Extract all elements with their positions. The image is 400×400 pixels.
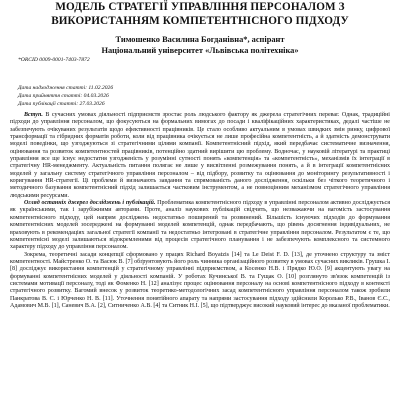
paper-title: МОДЕЛЬ СТРАТЕГІЇ УПРАВЛІННЯ ПЕРСОНАЛОМ З ВИКОРИСТАННЯМ КОМПЕТЕНТНІСНОГО ПІДХОДУ <box>51 1 349 27</box>
article-dates <box>18 84 113 108</box>
intro-paragraph <box>10 112 390 200</box>
author-name: Тимошенко Василина Богданівна*, аспірант <box>115 35 285 44</box>
intro-heading: Вступ. <box>24 112 43 118</box>
date-published: Дата публікації статті: 27.03.2026 <box>18 101 105 107</box>
orcid-note: *ORCID 0009-0001-7403-7872 <box>18 57 90 63</box>
author-block <box>10 34 390 56</box>
review-text: Проблематика компетентнісного підходу в управлінні персоналом активно досліджується як українськими, так і зарубіжними авторами. Проте, аналіз наукових публікацій свідчить, що незважаючи на вагомість застосування компетентнісного підходу, цей напрям досліджень недостатньо поширений та розвинений. Більшість існуючих підходів до формування компетентнісних моделей зосереджені на формуванні моделей компетенцій, однак передбачають, що рівень досягнення індивідуальних, не враховують в рекомендаціях загальної стратегії компанії та недостатньо інтегровані в стратегічне управління персоналом. Результатом є те, що компетентнісні моделі залишаються відокремленими від процесів стратегічного планування і не забезпечують комплексного та системного характеру підходу до управління персоналом. <box>10 200 390 251</box>
article-body <box>10 112 390 400</box>
review-paragraph <box>10 200 390 251</box>
date-accepted: Дата прийняття статті: 04.03.2026 <box>18 93 109 99</box>
review-heading: Огляд останніх джерел досліджень і публікацій. <box>24 200 156 207</box>
affiliation: Національний університет «Львівська політехніка» <box>101 46 299 55</box>
closing-paragraph: Зокрема, теоретичні засади концепції сформовано у працях Richard Boyatzis [14] та Le Deist F. D. [13], де уточнено структуру та зміст компетентності. Майстренко О. та Васюк В. [7] обґрунтовують його роль чинника організаційного розвитку в умовах сучасних викликів. Грушка І. [8] досліджує використання компетенцій у стратегічному управлінні підприємством, а Косенко Н.В. і Прядко Ю.О. [9] акцентують увагу на формуванні компетентнісних моделей у діяльності компаній. У роботах Кучинської В. та Гущак О. [10] розглянуто зв'язок компетенцій із системами мотивації персоналу, тоді як Фоменко Н. [12] аналізує процес оцінювання персоналу на основі компетентнісного підходу в контексті стратегічного розвитку. Вагомий внесок у розвиток теоретико-методологічних засад компетентнісного управління персоналом також зробили Панкратова В. С. і Юрченко Н. В. [11]. Уточнення понятійного апарату та напрями застосування підходу здійснили Королько Р.В., Іванов Є.С., Адамович М.В. [1], Саневич В.А. [2], Ситниченко А.В. [4] та Ситник Н.І. [5], що підтверджує високий науковий інтерес до вказаної проблематики. <box>10 251 390 309</box>
intro-text: В сучасних умовах діяльності підприємств зростає роль людського фактору як джерела стратегічних переваг. Однак, традиційні підходи до управління персоналом, що фокусуються на формальних вимогах до посади і кваліфікаційних характеристиках, дедалі частіше не забезпечують очікуваних результатів щодо ефективності працівників. Це стало особливо актуальним в умовах швидких змін ринку, цифрової трансформації та гібридних форматів роботи, коли від працівника очікується не лише професійна компетентність, а й здатність демонструвати моделі поведінки, що узгоджуються зі стратегічними цілями компанії. Компетентнісний підхід, який передбачає систематичне визначення, оцінювання та розвиток компетентностей працівників, потенційно здатний вирішити цю проблему. Водночас, у науковій літературі та практиці управління все ще існує недостатня узгодженість у розумінні сутності понять «компетенція» та «компетентність», механізмів їх інтеграції в стратегічну HR-менеджменту. Актуальність питання полягає не лише у висвітленні розмежування понять, а й в інтеграції компетентнісних моделей у загальну систему стратегічного управління персоналом – від підбору, розвитку та оцінювання до моніторингу результативності і коригування HR-стратегії. Ці проблеми й визначають завдання та спрямованість даного дослідження, оскільки без чіткого теоретичного і методичного базування компетентнісний підхід залишається частковим інструментом, а не повноцінним механізмом стратегічного управління людськими ресурсами. <box>10 112 390 199</box>
date-received: Дата надходження статті: 11.02.2026 <box>18 85 114 91</box>
